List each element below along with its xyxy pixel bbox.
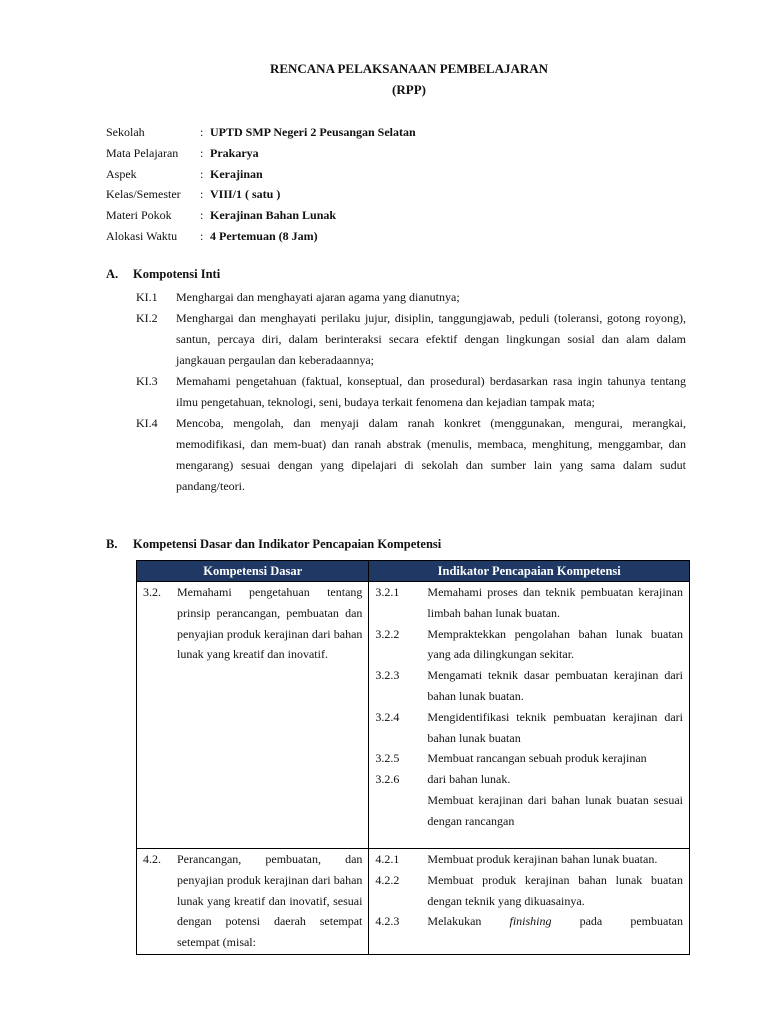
identity-label: Sekolah <box>106 125 145 139</box>
competency-table <box>136 560 690 955</box>
document-title: RENCANA PELAKSANAAN PEMBELAJARAN <box>269 61 549 76</box>
indicator-text-italic: finishing <box>509 914 552 929</box>
indicator-text: dari bahan lunak. <box>427 772 511 787</box>
indicator-text: Membuat kerajinan dari bahan lunak buatan sesuai dengan rancangan <box>427 792 683 828</box>
indicator-code: 4.2.1 <box>375 852 400 866</box>
section-heading-a <box>106 267 220 282</box>
table-row <box>137 849 690 955</box>
indicator-text: Mengamati teknik dasar pembuatan kerajinan dari bahan lunak buatan. <box>427 668 683 703</box>
indicator-code: 3.2.5 <box>375 751 400 766</box>
ki-code: KI.4 <box>136 416 158 430</box>
identity-colon: : <box>200 187 204 202</box>
indicator-item <box>375 870 683 912</box>
indicator-text: Memahami proses dan teknik pembuatan kerajinan limbah bahan lunak buatan. <box>427 585 683 620</box>
identity-value: Kerajinan <box>210 166 263 181</box>
indicator-item <box>375 707 683 749</box>
indicator-item <box>375 911 683 932</box>
list-item <box>136 371 686 413</box>
indicator-code: 3.2.2 <box>375 626 400 641</box>
indicator-item <box>375 849 683 870</box>
identity-colon: : <box>200 125 204 139</box>
indicator-code <box>375 790 427 832</box>
indicator-code: 3.2.6 <box>375 772 400 787</box>
identity-row <box>106 143 416 164</box>
indicator-item <box>375 582 683 624</box>
indicator-text: Membuat produk kerajinan bahan lunak buatan. <box>427 852 658 866</box>
identity-value: Prakarya <box>210 145 259 160</box>
ki-text: Menghargai dan menghayati perilaku jujur, disiplin, tanggungjawab, peduli (toleransi, gotong royong), santun, percaya diri, dalam berinteraksi secara efektif dengan lingkungan sosial dan alam dalam jangkauan pergaulan dan keberadaannya; <box>176 311 686 367</box>
section-letter: B. <box>106 537 118 551</box>
indicator-text <box>427 911 683 932</box>
identity-value: 4 Pertemuan (8 Jam) <box>210 228 318 243</box>
indicator-code: 3.2.1 <box>375 585 400 599</box>
indicator-text: Membuat produk kerajinan bahan lunak buatan dengan teknik yang dikuasainya. <box>427 872 683 908</box>
document-subtitle: (RPP) <box>392 82 426 97</box>
table-header-cell: Indikator Pencapaian Kompetensi <box>369 561 690 582</box>
ki-code: KI.2 <box>136 311 158 325</box>
section-title: Kompotensi Inti <box>133 267 221 281</box>
indicator-item <box>375 624 683 666</box>
identity-label: Kelas/Semester <box>106 187 181 202</box>
identity-row <box>106 226 416 247</box>
list-item <box>136 287 686 308</box>
section-title: Kompetensi Dasar dan Indikator Pencapaian Kompetensi <box>133 537 442 551</box>
identity-value: Kerajinan Bahan Lunak <box>210 208 337 223</box>
indicator-text: Mengidentifikasi teknik pembuatan kerajinan dari bahan lunak buatan <box>427 709 683 745</box>
kd-code: 4.2. <box>143 852 161 866</box>
table-cell-indicators <box>369 849 690 955</box>
ki-text: Menghargai dan menghayati ajaran agama yang dianutnya; <box>176 290 460 304</box>
table-row <box>137 582 690 849</box>
identity-label: Aspek <box>106 166 137 181</box>
kd-text: Memahami pengetahuan tentang prinsip perancangan, pembuatan dan penyajian produk kerajinan dari bahan lunak yang kreatif dan inovatif. <box>177 585 363 662</box>
section-letter: A. <box>106 267 119 281</box>
identity-colon: : <box>200 166 204 181</box>
indicator-item <box>375 769 683 790</box>
identity-row <box>106 184 416 205</box>
table-cell-indicators <box>369 582 690 849</box>
ki-code: KI.3 <box>136 374 158 388</box>
indicator-code: 3.2.3 <box>375 668 400 683</box>
indicator-code: 4.2.3 <box>375 914 400 929</box>
identity-value: UPTD SMP Negeri 2 Peusangan Selatan <box>210 125 416 139</box>
indicator-item <box>375 790 683 832</box>
kompetensi-inti-list <box>136 287 686 497</box>
table-header-row <box>137 561 690 582</box>
indicator-text: Membuat rancangan sebuah produk kerajinan <box>427 751 647 766</box>
identity-label: Mata Pelajaran <box>106 145 179 160</box>
indicator-item <box>375 665 683 707</box>
identity-label: Materi Pokok <box>106 208 172 223</box>
kd-text: Perancangan, pembuatan, dan penyajian produk kerajinan dari bahan lunak yang kreatif dan inovatif, sesuai dengan potensi daerah setempat setempat (misal: <box>177 852 363 950</box>
kd-code: 3.2. <box>143 585 161 599</box>
indicator-item <box>375 748 683 769</box>
indicator-code: 3.2.4 <box>375 709 400 724</box>
indicator-text-part: Melakukan <box>427 914 482 929</box>
ki-code: KI.1 <box>136 290 158 304</box>
ki-text: Mencoba, mengolah, dan menyaji dalam ranah konkret (menggunakan, mengurai, merangkai, memodifikasi, dan mem-buat) dan ranah abstrak (menulis, membaca, menghitung, menggambar, dan mengarang) sesuai dengan yang dipelajari di sekolah dan sumber lain yang sama dalam sudut pandang/teori. <box>176 416 686 493</box>
identity-row <box>106 205 416 226</box>
table-cell-kd <box>137 582 369 849</box>
indicator-text: Mempraktekkan pengolahan bahan lunak buatan yang ada dilingkungan sekitar. <box>427 626 683 662</box>
identity-value: VIII/1 ( satu ) <box>210 187 281 202</box>
identity-row <box>106 164 416 185</box>
section-heading-b <box>106 537 441 552</box>
identity-block <box>106 122 416 247</box>
identity-colon: : <box>200 145 204 160</box>
identity-row <box>106 122 416 143</box>
list-item <box>136 413 686 497</box>
table-cell-kd <box>137 849 369 955</box>
identity-label: Alokasi Waktu <box>106 228 178 243</box>
indicator-text-part: pembuatan <box>630 914 683 929</box>
indicator-text-part: pada <box>579 914 603 929</box>
table-header-cell: Kompetensi Dasar <box>137 561 369 582</box>
indicator-code: 4.2.2 <box>375 872 400 887</box>
identity-colon: : <box>200 208 204 223</box>
identity-colon: : <box>200 228 204 243</box>
list-item <box>136 308 686 371</box>
ki-text: Memahami pengetahuan (faktual, konseptual, dan prosedural) berdasarkan rasa ingin tahunya tentang ilmu pengetahuan, teknologi, seni, budaya terkait fenomena dan kejadian tampak mata; <box>176 374 686 409</box>
